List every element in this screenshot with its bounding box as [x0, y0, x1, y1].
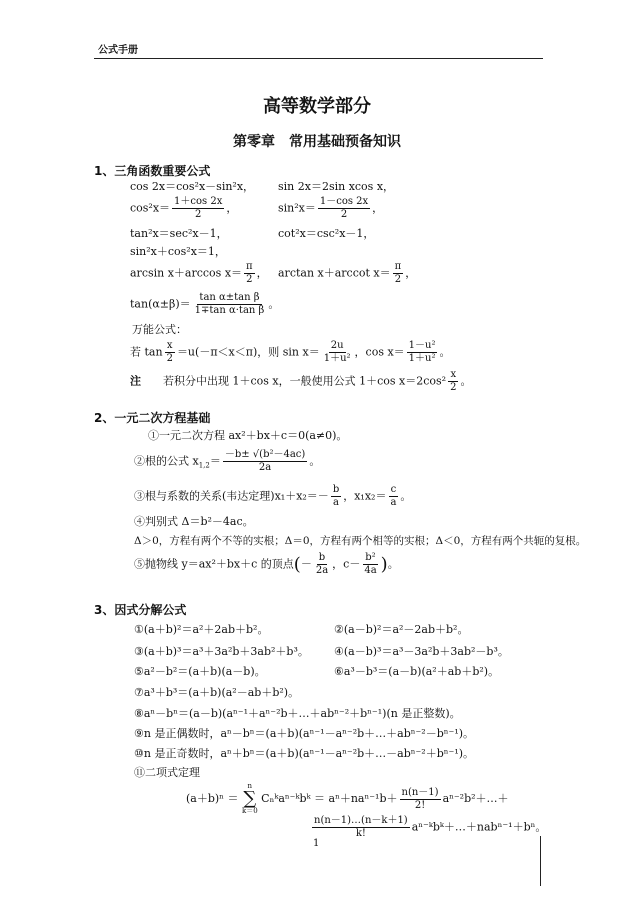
- fraction: [244, 261, 255, 286]
- header-label: 公式手册: [98, 45, 138, 56]
- section-2-heading: 2、一元二次方程基础: [94, 411, 211, 425]
- universal-formula-label: 万能公式：: [132, 323, 187, 336]
- summation: n ∑ k＝0: [241, 782, 258, 815]
- formula-tan-sum: tan(α±β)＝ $\frac{\text{tan α±tan β}}{\text{1∓tan α·tan β}}$ 。: [130, 292, 280, 316]
- denominator: a: [333, 497, 339, 508]
- fraction: [322, 340, 353, 365]
- numerator: n(n－1)…(n－k＋1): [314, 815, 408, 826]
- text: ②根的公式 x: [134, 454, 199, 468]
- text: aⁿ⁻²b²＋…＋: [442, 792, 509, 805]
- formula-arcsin: arcsin x＋arccos x＝ $\frac{\pi}{2}$ ，: [130, 261, 268, 285]
- formula-sin-sq: sin²x＝ $\frac{1-\cos 2x}{2}$ ，: [278, 196, 384, 220]
- factor-formula-9: ⑨n 是正偶数时，aⁿ－bⁿ＝(a＋b)(aⁿ⁻¹－aⁿ⁻²b＋…＋abⁿ⁻²－bⁿ⁻¹)。: [134, 727, 475, 740]
- fraction: [193, 292, 267, 317]
- numerator: 1－cos 2x: [319, 196, 369, 207]
- denominator: 2: [246, 274, 253, 285]
- factor-formula-4: ④(a－b)³＝a³－3a²b＋3ab²－b³。: [334, 645, 509, 658]
- denominator: a: [390, 497, 397, 508]
- fraction: [223, 449, 307, 474]
- factor-formula-7: ⑦a³＋b³＝(a＋b)(a²－ab＋b²)。: [134, 686, 300, 699]
- text: ③根与系数的关系(韦达定理)x₁＋x₂＝－: [134, 489, 329, 503]
- numerator: b: [318, 552, 326, 563]
- denominator: 2a: [315, 565, 329, 576]
- factor-formula-10: ⑩n 是正奇数时，aⁿ＋bⁿ＝(a＋b)(aⁿ⁻¹－aⁿ⁻²b＋…－abⁿ⁻²＋bⁿ⁻¹)。: [134, 747, 475, 760]
- denominator: 2: [450, 382, 457, 393]
- numerator: π: [246, 261, 253, 272]
- formula-universal: 若 tan $\frac{x}{2}$ ＝u(－π＜x＜π)，则 sin x＝ $\frac{2u}{\text{1＋u²}}$ ，cos x＝ $\frac{\text{1－u²}}{\text{1＋u²}}$ 。: [130, 340, 451, 364]
- denominator: 2a: [258, 462, 272, 473]
- text: Cₙᵏaⁿ⁻ᵏbᵏ ＝ aⁿ＋naⁿ⁻¹b＋: [261, 792, 398, 805]
- chapter-title: 第零章 常用基础预备知识: [233, 134, 401, 150]
- factor-formula-6: ⑥a³－b³＝(a－b)(a²＋ab＋b²)。: [334, 665, 500, 678]
- denominator: 1＋u²: [323, 353, 351, 364]
- text: ＝u(－π＜x＜π)，则 sin x＝: [176, 345, 320, 359]
- discriminant: ④判别式 Δ＝b²－4ac。: [134, 515, 254, 528]
- page-title: 高等数学部分: [263, 96, 371, 117]
- numerator: tan α±tan β: [199, 292, 260, 303]
- quadratic-equation: ①一元二次方程 ax²＋bx＋c＝0(a≠0)。: [148, 429, 348, 442]
- formula-sin2x: sin 2x＝2sin xcos x，: [278, 180, 395, 193]
- sum-lower: k＝0: [241, 807, 258, 815]
- denominator: 2: [166, 353, 173, 364]
- fraction: [388, 484, 398, 509]
- denominator: 2!: [414, 799, 426, 811]
- fraction: [331, 484, 341, 509]
- numerator: 2u: [330, 340, 344, 351]
- fraction: [165, 340, 175, 365]
- formula-pythagorean: sin²x＋cos²x＝1，: [130, 245, 226, 258]
- binomial-theorem-line-2: [310, 815, 546, 840]
- numerator: 1＋cos 2x: [174, 196, 223, 207]
- formula-cos-sq-lhs: cos²x＝: [130, 201, 171, 215]
- numerator: n(n－1): [401, 786, 439, 798]
- fraction: [362, 552, 378, 577]
- fraction: [172, 196, 224, 221]
- fraction: [312, 815, 410, 840]
- fraction: [400, 787, 441, 812]
- numerator: x: [166, 340, 173, 351]
- denominator: 2: [195, 209, 202, 220]
- formula-cos-sq: cos²x＝ $\frac{1+\cos 2x}{2}$ ，: [130, 196, 238, 220]
- section-1-heading: 1、三角函数重要公式: [94, 164, 211, 178]
- denominator: 1＋u²: [408, 353, 436, 364]
- text: ＝: [209, 454, 221, 468]
- numerator: b: [332, 484, 340, 495]
- denominator: 2: [394, 274, 402, 285]
- denominator: 2: [340, 209, 348, 220]
- fraction: [318, 196, 370, 221]
- margin-line: [540, 836, 541, 886]
- subscript: 1,2: [198, 461, 210, 470]
- denominator: 1∓tan α·tan β: [194, 305, 265, 316]
- text: (a＋b)ⁿ ＝: [186, 792, 239, 805]
- factor-formula-5: ⑤a²－b²＝(a＋b)(a－b)。: [134, 665, 266, 678]
- fraction: [314, 552, 330, 577]
- numerator: b²: [365, 552, 376, 563]
- formula-tan-sq: tan²x＝sec²x－1，: [130, 227, 228, 240]
- formula-cot-sq: cot²x＝csc²x－1，: [278, 227, 375, 240]
- formula-arctan-lhs: arctan x＋arccot x＝: [278, 266, 391, 280]
- fraction: [448, 369, 458, 394]
- text: ⑤抛物线 y＝ax²＋bx＋c 的顶点: [134, 557, 294, 571]
- factor-formula-8: ⑧aⁿ－bⁿ＝(a－b)(aⁿ⁻¹＋aⁿ⁻²b＋…＋abⁿ⁻²＋bⁿ⁻¹)(n 是正整数)。: [134, 707, 461, 720]
- formula-arcsin-lhs: arcsin x＋arccos x＝: [130, 266, 243, 280]
- numerator: x: [450, 369, 457, 380]
- numerator: 1－u²: [408, 340, 436, 351]
- text: ，x₁x₂＝: [343, 489, 387, 503]
- binomial-theorem-label: ⑪二项式定理: [134, 766, 200, 779]
- formula-tan-sum-lhs: tan(α±β)＝: [130, 297, 191, 311]
- formula-sin-sq-lhs: sin²x＝: [278, 201, 316, 215]
- denominator: 4a: [364, 565, 377, 576]
- text: 若 tan: [130, 345, 163, 359]
- denominator: k!: [355, 828, 366, 839]
- factor-formula-1: ①(a＋b)²＝a²＋2ab＋b²。: [134, 623, 269, 636]
- parabola-vertex: ⑤抛物线 y＝ax²＋bx＋c 的顶点(－ $\frac{b}{2a}$ ，c－ $\frac{\text{b²}}{4a}$ )。: [134, 552, 399, 576]
- formula-arctan: arctan x＋arccot x＝ $\frac{\pi}{2}$ ，: [278, 261, 417, 285]
- note: 注 若积分中出现 1＋cos x，一般使用公式 1＋cos x＝2cos² $\frac{x}{2}$ 。: [130, 369, 472, 393]
- header-divider: [94, 58, 543, 59]
- note-text: 若积分中出现 1＋cos x，一般使用公式 1＋cos x＝2cos²: [163, 374, 447, 388]
- vieta-formula: ③根与系数的关系(韦达定理)x₁＋x₂＝－ $\frac{b}{a}$ ，x₁x₂＝ $\frac{c}{a}$ 。: [134, 484, 412, 508]
- factor-formula-3: ③(a＋b)³＝a³＋3a²b＋3ab²＋b³。: [134, 645, 309, 658]
- numerator: c: [390, 484, 397, 495]
- text: ，cos x＝: [354, 345, 405, 359]
- factor-formula-2: ②(a－b)²＝a²－2ab＋b²。: [334, 623, 469, 636]
- numerator: π: [394, 261, 402, 272]
- fraction: [393, 261, 404, 286]
- note-label: 注: [130, 374, 141, 388]
- discriminant-cases: Δ＞0，方程有两个不等的实根；Δ＝0，方程有两个相等的实根；Δ＜0，方程有两个共轭的复根。: [134, 535, 587, 547]
- numerator: －b± √(b²－4ac): [224, 449, 306, 460]
- root-formula: ②根的公式 $x_{1,2}=$ $\frac{\text{－b± √(b²－4ac)}}{2a}$ 。: [134, 449, 321, 473]
- binomial-theorem-line-1: [186, 782, 509, 816]
- sum-upper: n: [247, 782, 253, 790]
- text: aⁿ⁻ᵏbᵏ＋…＋nabⁿ⁻¹＋bⁿ。: [411, 820, 547, 834]
- section-3-heading: 3、因式分解公式: [94, 603, 187, 617]
- formula-cos2x: cos 2x＝cos²x－sin²x，: [130, 180, 255, 193]
- fraction: [407, 340, 438, 365]
- page-number: 1: [313, 838, 320, 849]
